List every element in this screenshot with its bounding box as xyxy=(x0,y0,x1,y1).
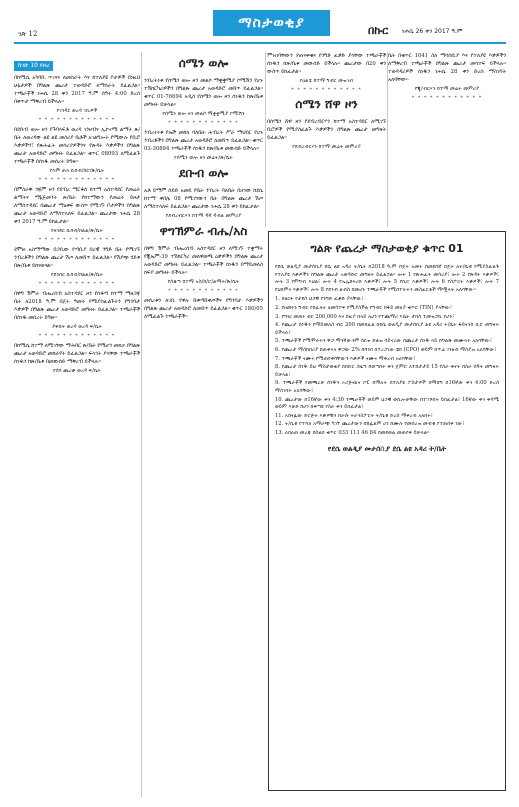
column-2 xyxy=(144,52,263,797)
issue-date: ነሐሴ 26 ቀን 2017 ዓ.ም xyxy=(402,28,463,35)
tender-notice-intro: የደሴ ወልዲያ መታሰቢያ ደሴ ልዩ አዳሪ ት/ቤት በ2018 ዓ.ም በጀት አመት በመደበኛ በጀት ለት/ቤቱ የሚያስፈልጉ የተለያዩ እቃዎችን በግልጽ ጨረታ አወዳድሮ መግዛት ይፈልጋል። ሎት 1 የጽሕፈት መሳሪያ፣ ሎት 2 የጽዳት እቃዎች፣ ሎት 3 የምግብ እህል፣ ሎት 4 የኤሌክትሪክ እቃዎች፣ ሎት 5 የቢሮ እቃዎች፣ ሎት 6 የስፖርት እቃዎች፣ ሎት 7 የህክምና እቃዎች፣ ሎት 8 የደንብ ልብስ በመሆኑ ተጫራቾች የሚከተሉትን መስፈርቶች ማሟላት አለባቸው። xyxy=(275,264,499,293)
list-item: 1. በዘርፉ የታደሰ ህጋዊ የንግድ ፈቃድ ያላቸው፣ xyxy=(275,296,364,303)
separator: * * * * * * * * * * * * xyxy=(168,288,239,294)
list-item: 4. የጨረታ ሰነዱን የማይመለስ ብር 200 በመክፈል ከደሴ ወልዲያ መታሰቢያ ልዩ አዳሪ ት/ቤት ፋይናንስ ቢሮ መግዛት ይችላሉ፣ xyxy=(275,322,499,336)
column-divider xyxy=(265,52,266,227)
notice-caption: የደብረብርሃን ከተማ ዳኛ ዳብል መምሪያ xyxy=(165,213,242,219)
notice-text: ቤት በቁጥር 1041 ስለ ማሳሰቢያ እና የተለያዩ እቃዎችን ለማቅረብ ተጫራቾች በግልጽ ጨረታ መሳተፍ ይችላሉ። ተወዳዳሪዎች ሰነዱን ነሐሴ 28 ቀን ድረስ ማስገባት አለባቸው። xyxy=(388,53,506,83)
notice-text: በከሚሴ ከተማ ለሚገኘው ማሕበር ጽ/ቤት የሚሆን መኪና በግልጽ ጨረታ አወዳድሮ መከራየት ይፈልጋል። ፍላጎት ያላቸው ተጫራቾች ሰነዱን ከጽ/ቤቱ በመውሰድ ማቅረብ ይችላሉ። xyxy=(14,343,140,365)
list-item: 11. አሸናፊው ድርጅት እቃዎቹን በራሱ ትራንስፖርት ት/ቤቱ ድረስ ማቅረብ አለበት፣ xyxy=(275,412,433,419)
notice-text: በሰሜን ሸዋ ዞን የደብረብርሃን ከተማ አስተዳደር ለሚገኙ ቢሮዎች የሚያስፈልጉ እቃዎችን በግልጽ ጨረታ መግዛት ይፈልጋል። xyxy=(267,119,386,141)
list-item: 5. ተጫራቾች የሚሞሉትን ዋጋ ማንኛውንም ስርዝ ድልዝ ሳይኖረው በጨረታ ሰነዱ ላይ በግልጽ መሙላት አለባቸው፣ xyxy=(275,338,492,345)
separator: * * * * * * * * * * * * xyxy=(168,120,239,126)
notice-text: በደቡብ ወሎ ዞን የጉባላፍቶ ወረዳ ገንዘብና ኢኮኖሚ ልማት ጽ/ቤት ለወረዳው ልዩ ልዩ መስሪያ ቤቶች አገልግሎት የሚውሉ የቢሮ እቃዎችን፣ የጽሕፈት መሳሪያዎችንና የጽዳት እቃዎችን በግልጽ ጨረታ አወዳድሮ መግዛት ይፈልጋል። ቁጥር 08093 ለሚፈልጉ ተጫራቾች በሰነዱ መሰረት ይግዙ። xyxy=(14,127,140,165)
separator: * * * * * * * * * * * * * xyxy=(38,281,116,287)
list-item: 6. የጨረታ ማስከበሪያ ከጠቅላላ ዋጋው 2% በባንክ በተረጋገጠ ቼክ (CPO) ወይም በጥሬ ገንዘብ ማስያዝ አለባቸው፣ xyxy=(275,346,497,353)
notice-caption: የገንዳር ወረዳ ገቢዎች xyxy=(56,108,98,114)
separator: * * * * * * * * * * * * * xyxy=(38,177,116,183)
notice-caption: የሰሜን ወሎ ዞን መሬት/ጽ/ቤት xyxy=(174,155,233,161)
notice-text: አቶ ይማም ሰይድ አመዴ የቤት ንብረት ባለቤት በሆነው ከደሴ ከተማ ቀበሌ 08 የሚገኘውን ቤት በግልጽ ጨረታ ሽጦ ለማስተላለፍ ይፈልጋል። ጨረታው ነሐሴ 28 ቀን ይከፈታል። xyxy=(144,188,263,210)
continued-tag: ከገጽ 10 የዞረ xyxy=(14,61,53,71)
list-item: 10. ጨረታው በ16ኛው ቀን 4:30 ተጫራቾች ወይም ህጋዊ ወኪሎቻቸው በተገኙበት ይከፈታል፣ 16ኛው ቀን ቅዳሜ ወይም እሁድ ከሆነ በቀጣዩ የስራ ቀን ይከፈታል፣ xyxy=(275,396,499,411)
notice-caption: የዞንደር ኪከብ/ክልል/ጽ/ቤት xyxy=(51,228,103,234)
separator: * * * * * * * * * * * * xyxy=(291,87,362,93)
column-1 xyxy=(14,52,140,797)
notice-text: በዋግ ኽምራ ብሔረሰብ አስተዳደር ዞን የሰቆጣ ከተማ ማዘጋጃ ቤት ለ2018 ዓ.ም በጀት ዓመት የሚያስፈልጉትን የግንባታ እቃዎች በግልጽ ጨረታ አወዳድሮ መግዛት ይፈልጋል። ተጫራቾች በሰነዱ መሰረት ይግዙ። xyxy=(14,291,140,321)
tender-requirements-list xyxy=(275,296,499,437)
newspaper-name: በኩር xyxy=(368,24,389,37)
notice-caption: የእም ጠላ ኪከብ/ከሮ/ጽ/ቤት xyxy=(49,168,105,174)
notice-text: መሰረቱን ለገቢ የዋሉ ሸቀጣሸቀጦችና የግንባታ እቃዎችን በግልጽ ጨረታ አወዳድሮ ለመሸጥ ይፈልጋል። ቁጥር 180/05 ለሚፈልጉ ተጫራቾች። xyxy=(144,298,263,320)
tender-notice-title: ግልጽ የጨረታ ማስታወቂያ ቁጥር 01 xyxy=(310,242,464,255)
list-item: 12. ት/ቤቱ የተሻለ አማራጭ ካገኘ ጨረታውን በከፊልም ሆነ በሙሉ የመሰረዝ መብቱ የተጠበቀ ነው፣ xyxy=(275,421,465,428)
notice-caption: የሰባ ጨረቃ ወረዳ ፍ/ቤት xyxy=(53,368,101,374)
list-item: 13. ለበለጠ መረጃ በስልክ ቁጥር 033 111 46 84 በመደወል መጠየቅ ይቻላል። xyxy=(275,429,430,436)
list-item: 3. የግዢ መጠኑ ብር 200,000 እና ከዚያ በላይ ለሆነ የተጨማሪ እሴት ታክስ ተመዝጋቢ የሆኑ፣ xyxy=(275,313,455,320)
tender-notice-signature: የደሴ ወልዲያ መታሰቢያ ደሴ ልዩ አዳሪ ት/ቤት xyxy=(327,445,447,454)
notice-caption: የሰሜን ወሎ ዞን መልሶ ማቋቋሚያ ኮሚሽን xyxy=(162,111,245,117)
page-number: ገጽ 12 xyxy=(18,30,38,38)
notice-text: በምስራቅ ጎጃም ዞን የደብረ ማርቆስ ከተማ አስተዳደር የመሬት ልማትና ማኔጅመንት ጽ/ቤት የከተማውን የመሬት ይዞታ ለማስተዳደር በጨረታ ማዕቀፍ ውስጥ የሚገኙ ቦታዎችን በግልጽ ጨረታ አወዳድሮ ለማስተላለፍ ይፈልጋል። ጨረታው ነሐሴ 28 ቀን 2017 ዓ.ም ይከፈታል። xyxy=(14,187,140,225)
notice-caption: ያቀበት ወረዳ ወረዳ ፍ/ቤት xyxy=(52,324,102,330)
list-item: 7. ተጫራቾች ናሙና የሚጠየቅባቸውን እቃዎች ናሙና ማቅረብ አለባቸው፣ xyxy=(275,355,416,362)
notice-text: በዋግ ኽምራ ብሔረሰብ አስተዳደር ዞን ለሚገኙ ተቋማት የጂኤም-39 ተሽከርካሪ መለዋወጫ ዕቃዎችን በግልጽ ጨረታ አወዳድሮ መግዛት ይፈልጋል። ተጫራቾች ሰነዱን በማይመለስ ክፍያ መግዛት ይችላሉ። xyxy=(144,246,263,276)
notice-caption: የደንበር ኪከብ/ክልል/ጽ/ቤት xyxy=(51,272,103,278)
section-heading: ዋግኽምራ ብሔ/አስ xyxy=(159,224,248,238)
separator: * * * * * * * * * * * * * xyxy=(38,117,116,123)
list-item: 2. የዘመኑን ግብር የከፈሉና ለመሳተፍ የሚያስችል የግብር ከፋይ መለያ ቁጥር (TIN) ያላቸው፣ xyxy=(275,304,453,311)
separator: * * * * * * * * * * * * * xyxy=(38,333,116,339)
notice-caption: የዐልቴ ከተማ ግብር መዝገብ xyxy=(299,78,354,84)
notice-text: ደሞዙ አስማማው በጋቢው የጣቢያ በሪዊ ንግድ ቤት የሚገኙ ንብረቶችን በግልጽ ጨረታ ሽጦ ለመሸጥ ይፈልጋል። የሽያጭ ሂደቱ በጽ/ቤቱ ይከናወናል። xyxy=(14,247,140,269)
list-item: 9. ተጫራቾች የመጫረቻ ሰነዱን ኦሪጅናልና ኮፒ በማለት በተለያዩ ፖስታዎች በማሸግ በ16ኛው ቀን 4:00 ድረስ ማስገባት አለባቸው፣ xyxy=(275,380,499,394)
list-item: 8. የጨረታ ሰነዱ ይህ ማስታወቂያ በበኩር ጋዜጣ ከወጣበት ቀን ጀምሮ ለተከታታይ 15 የስራ ቀናት በስራ ሰዓት መግዛት ይቻላል፣ xyxy=(275,364,499,378)
separator: * * * * * * * * * * * * * xyxy=(38,237,116,243)
notice-text: ንብረትነቱ የኤች መከለ ባለቤት ሕብረት ሥራ ማህበር የሆኑ ንብረቶችን በግልጽ ጨረታ አወዳድሮ ለመሸጥ ይፈልጋል። ቁጥር 03-30884 ተጫራቾች ሰነዱን ከጽ/ቤቱ መውሰድ ይችላሉ። xyxy=(144,130,263,152)
notice-caption: የደብረብርሃን ከተማ መሬት መምሪያ xyxy=(292,144,361,150)
section-heading: ደቡብ ወሎ xyxy=(178,166,229,180)
section-heading: ሰሜን ወሎ xyxy=(178,56,229,70)
notice-text: በከሚሴ አካባቢ ጥገናና ለመስራት እና ከተለያዩ ቦታዎች በነዚህ ሁኔታዎች በግልጽ ጨረታ ተወዳድሮ ለማሰራት ይፈልጋል። ተጫራቾች ነሐሴ 28 ቀን 2017 ዓ.ም ሰዓት 4:00 ድረስ በቀጥታ ማቅረብ ይችላሉ። xyxy=(14,75,140,105)
section-heading: ሰሜን ሸዋ ዞን xyxy=(295,97,358,111)
section-logo: ማስታወቂያ xyxy=(213,10,330,36)
column-divider xyxy=(141,52,142,797)
column-4 xyxy=(388,52,506,232)
notice-caption: የጂ/ብርሃን ከተማ መሬት መምሪያ xyxy=(414,86,480,92)
notice-text: ምዝገባቸውን ያጠናቀቁና የንግድ ፈቃድ ያላቸው ተጫራቾች ሰነዱን ከጽ/ቤቱ መውሰድ ይችላሉ። ጨረታው በ20 ቀን ውስጥ ይከፈታል። xyxy=(267,53,386,75)
column-3 xyxy=(267,52,386,232)
tender-notice-box xyxy=(268,231,506,791)
notice-text: ንብረትነቱ የሰሜን ወሎ ዞን መልሶ ማቋቋሚያ ኮሚሽን የሆኑ ተሽከርካሪዎችን በግልጽ ጨረታ አወዳድሮ መሸጥ ይፈልጋል። ቁጥር 01-76694 አዲስ የሰሜን ወሎ ዞን ሰነዱን ከጽ/ቤቱ መግዛት ይቻላል። xyxy=(144,78,263,108)
separator: * * * * * * * * * * * * xyxy=(411,95,483,101)
header-divider xyxy=(14,42,506,44)
notice-caption: የሰቆጣ ከተማ አስ/ከ/ሮ/ልማት/ጽ/ቤት xyxy=(167,279,240,285)
